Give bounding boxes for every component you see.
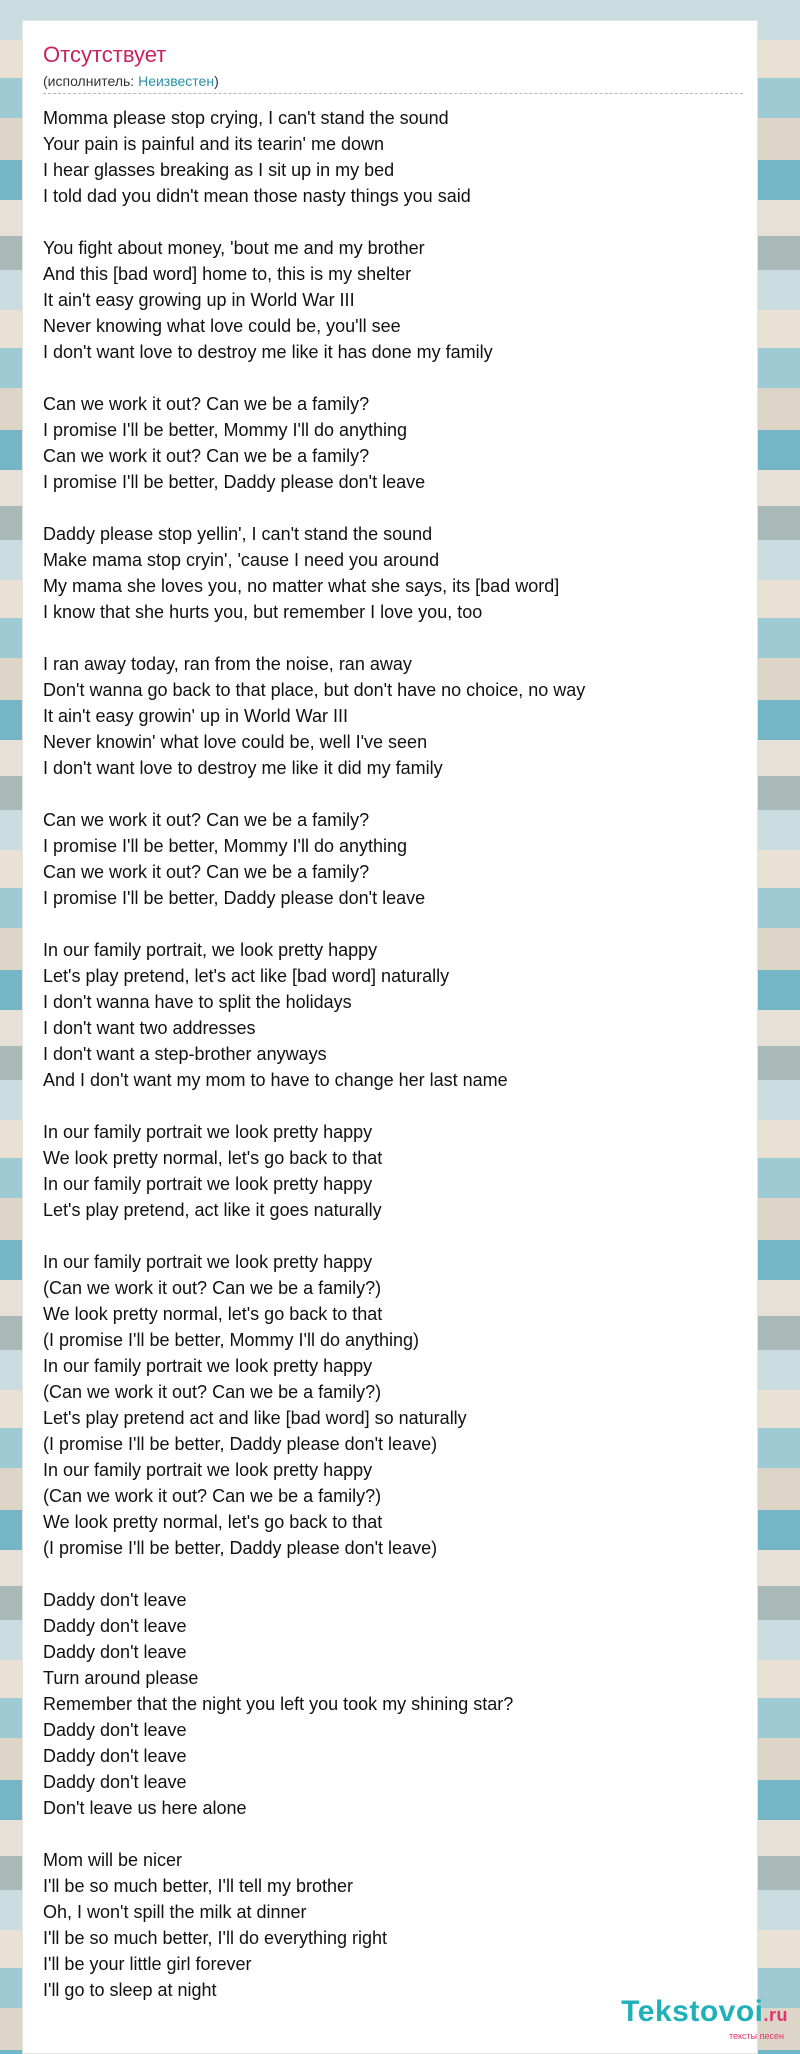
lyric-line: Daddy please stop yellin', I can't stand the sound <box>43 524 433 544</box>
lyric-line: I promise I'll be better, Mommy I'll do anything <box>43 836 408 856</box>
lyric-line: Never knowin' what love could be, well I've seen <box>43 732 428 752</box>
lyric-line: Don't wanna go back to that place, but don't have no choice, no way <box>43 680 586 700</box>
lyric-line: Let's play pretend, act like it goes naturally <box>43 1200 382 1220</box>
artist-meta-suffix: ) <box>214 73 219 89</box>
stanza <box>43 521 743 625</box>
lyric-line: (Can we work it out? Can we be a family?) <box>43 1486 382 1506</box>
lyric-line: It ain't easy growin' up in World War III <box>43 706 348 726</box>
lyric-line: Can we work it out? Can we be a family? <box>43 394 370 414</box>
lyric-line: Daddy don't leave <box>43 1772 187 1792</box>
lyric-line: Remember that the night you left you took my shining star? <box>43 1694 514 1714</box>
lyric-line: In our family portrait, we look pretty happy <box>43 940 378 960</box>
lyric-line: I don't want a step-brother anyways <box>43 1044 327 1064</box>
stanza <box>43 807 743 911</box>
logo-tagline: тексты песен <box>728 2031 784 2041</box>
lyric-line: Can we work it out? Can we be a family? <box>43 810 370 830</box>
lyric-line: Make mama stop cryin', 'cause I need you around <box>43 550 440 570</box>
lyric-line: I promise I'll be better, Daddy please don't leave <box>43 888 426 908</box>
lyric-line: I'll go to sleep at night <box>43 1980 217 2000</box>
lyrics-card <box>22 20 758 2054</box>
logo-tld: .ru <box>763 2005 788 2025</box>
artist-link[interactable]: Неизвестен <box>138 73 215 89</box>
stanza <box>43 391 743 495</box>
lyric-line: I'll be so much better, I'll tell my brother <box>43 1876 353 1896</box>
stanza <box>43 1249 743 1561</box>
lyric-line: I promise I'll be better, Mommy I'll do anything <box>43 420 408 440</box>
lyric-line: Momma please stop crying, I can't stand the sound <box>43 108 449 128</box>
lyrics-body <box>43 105 743 2029</box>
lyric-line: I don't want love to destroy me like it did my family <box>43 758 443 778</box>
lyric-line: I ran away today, ran from the noise, ran away <box>43 654 412 674</box>
lyric-line: Never knowing what love could be, you'll see <box>43 316 401 336</box>
lyric-line: Can we work it out? Can we be a family? <box>43 446 370 466</box>
stanza <box>43 1587 743 1821</box>
lyric-line: It ain't easy growing up in World War III <box>43 290 355 310</box>
lyric-line: Can we work it out? Can we be a family? <box>43 862 370 882</box>
song-title: Отсутствует <box>43 42 167 67</box>
lyric-line: And I don't want my mom to have to change her last name <box>43 1070 508 1090</box>
title-divider <box>43 93 743 94</box>
stanza <box>43 235 743 365</box>
stanza <box>43 105 743 209</box>
lyric-line: I don't wanna have to split the holidays <box>43 992 352 1012</box>
lyric-line: Mom will be nicer <box>43 1850 183 1870</box>
lyric-line: Daddy don't leave <box>43 1590 187 1610</box>
lyric-line: We look pretty normal, let's go back to that <box>43 1512 383 1532</box>
lyric-line: Let's play pretend act and like [bad word] so naturally <box>43 1408 467 1428</box>
lyric-line: I'll be so much better, I'll do everything right <box>43 1928 388 1948</box>
stanza <box>43 1847 743 2003</box>
lyric-line: In our family portrait we look pretty happy <box>43 1174 373 1194</box>
lyric-line: I don't want love to destroy me like it has done my family <box>43 342 493 362</box>
stanza <box>43 651 743 781</box>
stanza <box>43 1119 743 1223</box>
lyric-line: I promise I'll be better, Daddy please don't leave <box>43 472 426 492</box>
lyric-line: My mama she loves you, no matter what she says, its [bad word] <box>43 576 560 596</box>
lyric-line: (Can we work it out? Can we be a family?) <box>43 1382 382 1402</box>
lyric-line: (Can we work it out? Can we be a family?) <box>43 1278 382 1298</box>
lyric-line: In our family portrait we look pretty happy <box>43 1356 373 1376</box>
lyric-line: In our family portrait we look pretty happy <box>43 1252 373 1272</box>
lyric-line: Oh, I won't spill the milk at dinner <box>43 1902 307 1922</box>
lyric-line: (I promise I'll be better, Daddy please don't leave) <box>43 1434 438 1454</box>
lyric-line: I told dad you didn't mean those nasty things you said <box>43 186 471 206</box>
lyric-line: Don't leave us here alone <box>43 1798 247 1818</box>
lyric-line: And this [bad word] home to, this is my shelter <box>43 264 412 284</box>
logo-main-text: Tekstovoi <box>621 1995 764 2028</box>
lyric-line: Daddy don't leave <box>43 1616 187 1636</box>
lyric-line: Daddy don't leave <box>43 1720 187 1740</box>
artist-meta-prefix: (исполнитель: <box>43 73 139 89</box>
site-logo[interactable] <box>621 1996 788 2042</box>
lyric-line: You fight about money, 'bout me and my brother <box>43 238 425 258</box>
lyric-line: In our family portrait we look pretty happy <box>43 1460 373 1480</box>
lyric-line: I hear glasses breaking as I sit up in my bed <box>43 160 395 180</box>
lyric-line: We look pretty normal, let's go back to that <box>43 1304 383 1324</box>
lyric-line: Daddy don't leave <box>43 1746 187 1766</box>
artist-meta <box>43 72 219 90</box>
lyric-line: I know that she hurts you, but remember I love you, too <box>43 602 483 622</box>
lyric-line: Daddy don't leave <box>43 1642 187 1662</box>
logo-wordmark <box>621 1996 788 2031</box>
lyric-line: We look pretty normal, let's go back to that <box>43 1148 383 1168</box>
lyric-line: Let's play pretend, let's act like [bad word] naturally <box>43 966 450 986</box>
lyric-line: In our family portrait we look pretty happy <box>43 1122 373 1142</box>
stanza <box>43 937 743 1093</box>
lyric-line: (I promise I'll be better, Mommy I'll do anything) <box>43 1330 420 1350</box>
lyric-line: Turn around please <box>43 1668 199 1688</box>
lyric-line: Your pain is painful and its tearin' me down <box>43 134 384 154</box>
lyric-line: I don't want two addresses <box>43 1018 256 1038</box>
lyric-line: (I promise I'll be better, Daddy please don't leave) <box>43 1538 438 1558</box>
lyric-line: I'll be your little girl forever <box>43 1954 252 1974</box>
